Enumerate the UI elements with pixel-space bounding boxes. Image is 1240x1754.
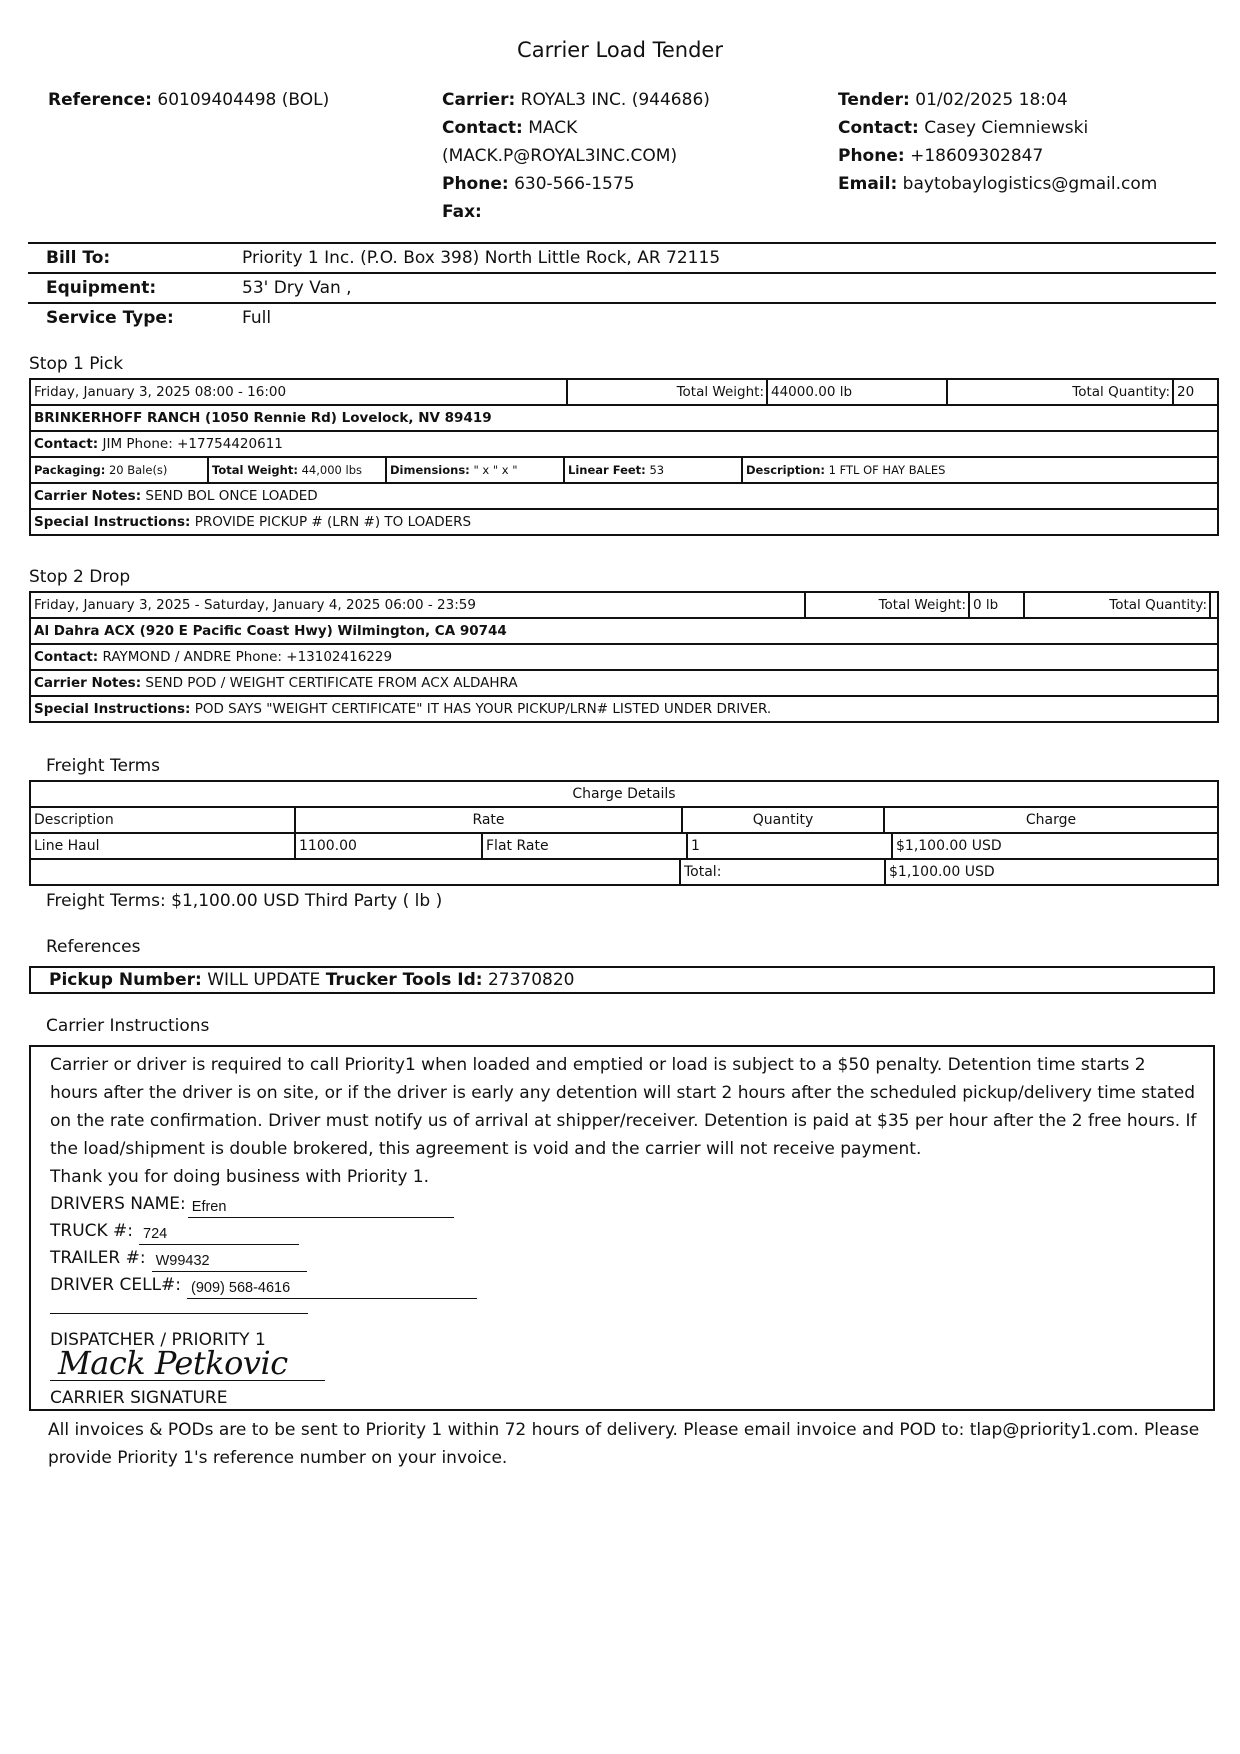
equipment-value: 53' Dry Van , <box>242 278 352 298</box>
service-type-row <box>28 304 1216 332</box>
charge-details-header <box>31 782 1217 806</box>
packaging-label: Packaging: <box>34 463 106 477</box>
pickup-number-value: WILL UPDATE <box>207 970 321 990</box>
tender-block <box>838 86 1218 198</box>
tender-label: Tender: <box>838 90 910 110</box>
carrier-phone-value: 630-566-1575 <box>514 174 635 194</box>
weight-label: Total Weight: <box>212 463 298 477</box>
references-label: References <box>46 937 141 957</box>
charge-details-title: Charge Details <box>572 786 676 802</box>
carrier-value: ROYAL3 INC. (944686) <box>520 90 710 110</box>
description-value: 1 FTL OF HAY BALES <box>828 463 946 477</box>
carrier-contact-email: (MACK.P@ROYAL3INC.COM) <box>442 146 678 166</box>
instructions-paragraph: Carrier or driver is required to call Priority1 when loaded and emptied or load is subject to a $50 penalty. Detention time starts 2 hours after the driver is on site, or if the driver is early any detention will start 2 hours after the scheduled pickup/delivery time stated on the rate confirmation. Driver must notify us of arrival at shipper/receiver. Detention is paid at $35 per hour after the 2 free hours. If the load/shipment is double brokered, this agreement is void and the carrier will not receive payment. <box>50 1055 1197 1159</box>
packaging-value: 20 Bale(s) <box>108 463 168 477</box>
stop-2-label: Stop 2 Drop <box>29 567 131 587</box>
stop-1-contact-label: Contact: <box>34 436 99 452</box>
freight-terms-label: Freight Terms <box>46 756 161 776</box>
stop-2-total-weight-label: Total Weight: <box>804 593 968 617</box>
charge-total-row <box>31 858 1217 884</box>
stop-1-special-value: PROVIDE PICKUP # (LRN #) TO LOADERS <box>194 514 472 530</box>
page-title: Carrier Load Tender <box>517 38 723 62</box>
drivers-name-field <box>50 1191 1197 1218</box>
carrier-signature-line <box>50 1344 325 1382</box>
service-type-value: Full <box>242 308 272 328</box>
stop-1-total-quantity-label: Total Quantity: <box>946 380 1172 404</box>
stop-1-carrier-notes-label: Carrier Notes: <box>34 488 142 504</box>
col-charge: Charge <box>883 808 1217 832</box>
linear-feet-label: Linear Feet: <box>568 463 646 477</box>
stop-1-table <box>29 378 1219 536</box>
stop-2-contact-value: RAYMOND / ANDRE Phone: +13102416229 <box>102 649 393 665</box>
equipment-label: Equipment: <box>46 278 157 298</box>
broker-email-value: baytobaylogistics@gmail.com <box>902 174 1158 194</box>
equipment-row <box>28 274 1216 304</box>
reference-label: Reference: <box>48 90 152 110</box>
carrier-block <box>442 86 822 226</box>
stop-1-special-row <box>31 508 1217 534</box>
charge-columns-row <box>31 806 1217 832</box>
trailer-field <box>50 1245 1197 1272</box>
carrier-signature: Mack Petkovic <box>58 1344 288 1382</box>
stop-2-datetime-row <box>31 593 1217 617</box>
drivers-name-label: DRIVERS NAME: <box>50 1194 186 1214</box>
stop-2-location-row <box>31 617 1217 643</box>
thanks-text: Thank you for doing business with Priority 1. <box>50 1167 429 1187</box>
broker-email-label: Email: <box>838 174 898 194</box>
freight-terms-summary: Freight Terms: $1,100.00 USD Third Party ( lb ) <box>46 891 443 911</box>
stop-2-carrier-notes-value: SEND POD / WEIGHT CERTIFICATE FROM ACX ALDAHRA <box>145 675 518 691</box>
stop-2-total-weight-value: 0 lb <box>968 593 1023 617</box>
carrier-contact-label: Contact: <box>442 118 523 138</box>
driver-cell-value: (909) 568-4616 <box>191 1280 291 1296</box>
broker-phone-label: Phone: <box>838 146 905 166</box>
broker-contact-label: Contact: <box>838 118 919 138</box>
carrier-fax-label: Fax: <box>442 202 482 222</box>
service-type-label: Service Type: <box>46 308 174 328</box>
dimensions-label: Dimensions: <box>390 463 470 477</box>
driver-cell-field <box>50 1272 1197 1299</box>
weight-value: 44,000 lbs <box>301 463 362 477</box>
bill-to-value: Priority 1 Inc. (P.O. Box 398) North Little Rock, AR 72115 <box>242 248 721 268</box>
carrier-instructions-box <box>29 1045 1215 1411</box>
pickup-number-label: Pickup Number: <box>49 970 202 990</box>
description-label: Description: <box>746 463 825 477</box>
stop-1-contact-value: JIM Phone: +17754420611 <box>102 436 283 452</box>
stop-1-label: Stop 1 Pick <box>29 354 124 374</box>
stop-1-carrier-notes-row <box>31 482 1217 508</box>
charge-rate: 1100.00 <box>294 834 481 858</box>
stop-2-special-value: POD SAYS "WEIGHT CERTIFICATE" IT HAS YOUR PICKUP/LRN# LISTED UNDER DRIVER. <box>194 701 772 717</box>
bill-to-label: Bill To: <box>46 248 111 268</box>
charge-rate-type: Flat Rate <box>481 834 686 858</box>
stop-1-carrier-notes-value: SEND BOL ONCE LOADED <box>145 488 318 504</box>
drivers-name-value: Efren <box>191 1199 227 1215</box>
charge-total-value: $1,100.00 USD <box>884 860 1217 884</box>
stop-1-location: BRINKERHOFF RANCH (1050 Rennie Rd) Lovelock, NV 89419 <box>34 410 492 426</box>
stop-1-datetime: Friday, January 3, 2025 08:00 - 16:00 <box>34 384 287 400</box>
bill-to-table <box>28 242 1216 332</box>
carrier-contact-value: MACK <box>528 118 578 138</box>
charge-row <box>31 832 1217 858</box>
charge-description: Line Haul <box>34 838 100 854</box>
carrier-signature-label: CARRIER SIGNATURE <box>50 1388 228 1408</box>
truck-value: 724 <box>143 1226 168 1242</box>
charge-total-label: Total: <box>679 860 884 884</box>
reference-value: 60109404498 (BOL) <box>157 90 330 110</box>
charge-amount: $1,100.00 USD <box>891 834 1217 858</box>
driver-cell-label: DRIVER CELL#: <box>50 1275 182 1295</box>
trailer-label: TRAILER #: <box>50 1248 146 1268</box>
col-quantity: Quantity <box>681 808 883 832</box>
tender-value: 01/02/2025 18:04 <box>915 90 1068 110</box>
stop-2-contact-label: Contact: <box>34 649 99 665</box>
carrier-instructions-label: Carrier Instructions <box>46 1016 210 1036</box>
stop-1-details-row <box>31 456 1217 482</box>
charge-quantity: 1 <box>686 834 891 858</box>
dimensions-value: " x " x " <box>473 463 518 477</box>
references-box <box>29 966 1215 994</box>
stop-2-contact-row <box>31 643 1217 669</box>
col-rate: Rate <box>294 808 681 832</box>
stop-2-location: Al Dahra ACX (920 E Pacific Coast Hwy) Wilmington, CA 90744 <box>34 623 507 639</box>
stop-2-total-quantity-value <box>1209 593 1217 617</box>
trailer-value: W99432 <box>155 1253 210 1269</box>
truck-field <box>50 1218 1197 1245</box>
stop-1-special-label: Special Instructions: <box>34 514 191 530</box>
trucker-tools-value: 27370820 <box>487 970 575 990</box>
stop-2-carrier-notes-label: Carrier Notes: <box>34 675 142 691</box>
stop-1-contact-row <box>31 430 1217 456</box>
stop-2-total-quantity-label: Total Quantity: <box>1023 593 1209 617</box>
broker-phone-value: +18609302847 <box>910 146 1044 166</box>
stop-1-total-quantity-value: 20 <box>1172 380 1217 404</box>
col-description: Description <box>34 812 114 828</box>
invoice-instructions: All invoices & PODs are to be sent to Priority 1 within 72 hours of delivery. Please email invoice and POD to: tlap@priority1.com. Please provide Priority 1's reference number on your invoice. <box>48 1420 1200 1468</box>
charge-total-spacer <box>31 860 679 884</box>
broker-contact-value: Casey Ciemniewski <box>924 118 1089 138</box>
stop-2-special-row <box>31 695 1217 721</box>
carrier-label: Carrier: <box>442 90 516 110</box>
dispatcher-signature-line-wrap <box>50 1299 1197 1326</box>
stop-1-total-weight-label: Total Weight: <box>566 380 766 404</box>
stop-2-carrier-notes-row <box>31 669 1217 695</box>
stop-1-datetime-row <box>31 380 1217 404</box>
stop-2-table <box>29 591 1219 723</box>
stop-2-datetime: Friday, January 3, 2025 - Saturday, January 4, 2025 06:00 - 23:59 <box>34 597 476 613</box>
bill-to-row <box>28 244 1216 274</box>
linear-feet-value: 53 <box>649 463 665 477</box>
stop-2-special-label: Special Instructions: <box>34 701 191 717</box>
stop-1-total-weight-value: 44000.00 lb <box>766 380 946 404</box>
truck-label: TRUCK #: <box>50 1221 134 1241</box>
dispatcher-label: DISPATCHER / PRIORITY 1 <box>50 1330 266 1350</box>
charge-details-table <box>29 780 1219 886</box>
reference-block <box>48 86 428 114</box>
stop-1-location-row <box>31 404 1217 430</box>
carrier-signature-area <box>50 1344 1197 1384</box>
carrier-phone-label: Phone: <box>442 174 509 194</box>
dispatcher-signature-line <box>50 1313 308 1314</box>
trucker-tools-label: Trucker Tools Id: <box>325 970 483 990</box>
